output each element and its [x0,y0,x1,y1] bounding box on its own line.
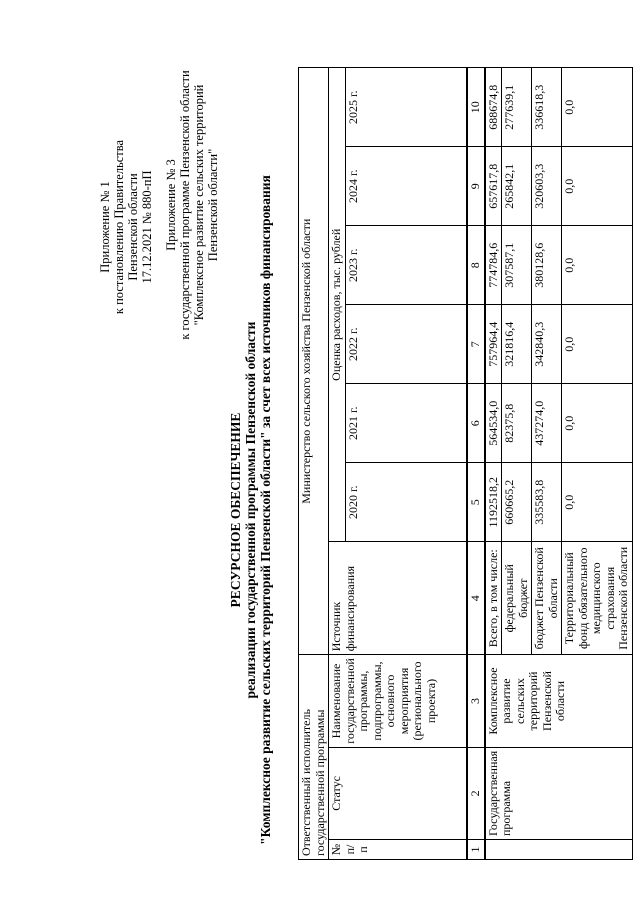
appendix-3-line: к государственной программе Пензенской области [178,70,192,340]
column-number: 10 [467,68,485,147]
column-number: 3 [467,655,485,748]
header-status: Статус [329,747,468,839]
value-cell: 277639,1 [502,68,532,147]
document-heading [228,160,273,860]
heading-subtitle: реализации государственной программы Пензенской области [243,321,258,699]
heading-subtitle: "Комплексное развитие сельских территорий Пензенской области" за счет всех источников финансирования [258,175,273,845]
source-label: федеральный бюджет [502,542,532,655]
resource-table [298,67,633,860]
row-number [485,840,633,860]
appendix-1-line: к постановлению Правительства [112,139,126,315]
appendix-1-line: 17.12.2021 № 880-пП [140,170,154,284]
value-cell: 437274,0 [532,384,562,463]
source-label: Территориальный фонд обязательного медицинского страхования Пензенской области [562,542,633,655]
appendix-3-note [164,10,220,400]
header-year: 2025 г. [345,68,467,147]
value-cell: 657617,8 [485,147,502,226]
table-row [329,68,346,860]
value-cell: 320603,3 [532,147,562,226]
value-cell: 265842,1 [502,147,532,226]
appendix-3-line: Пензенской области" [206,148,220,262]
value-cell: 564534,0 [485,384,502,463]
table-row [299,68,329,860]
source-label: бюджет Пензенской области [532,542,562,655]
value-cell: 688674,8 [485,68,502,147]
responsible-label-cell: Ответственный исполнитель государственной программы [299,655,329,860]
value-cell: 307587,1 [502,226,532,305]
column-number: 5 [467,463,485,542]
value-cell: 380128,6 [532,226,562,305]
header-year: 2021 г. [345,384,467,463]
header-no: № п/п [329,840,468,860]
value-cell: 0,0 [562,68,633,147]
value-cell: 0,0 [562,147,633,226]
value-cell: 321816,4 [502,305,532,384]
column-number: 6 [467,384,485,463]
column-number: 7 [467,305,485,384]
value-cell: 342840,3 [532,305,562,384]
header-year: 2020 г. [345,463,467,542]
appendix-3-line: Приложение № 3 [164,159,178,251]
appendix-3-line: "Комплексное развитие сельских территорий [192,84,206,326]
value-cell: 774784,6 [485,226,502,305]
header-source: Источник финансирования [329,542,468,655]
value-cell: 660665,2 [502,463,532,542]
appendix-1-note [98,97,154,357]
value-cell: 0,0 [562,463,633,542]
appendix-1-line: Пензенской области [126,173,140,281]
value-cell: 335583,8 [532,463,562,542]
value-cell: 1192518,2 [485,463,502,542]
header-estimate: Оценка расходов, тыс. рублей [329,68,346,542]
appendix-1-line: Приложение № 1 [98,181,112,273]
column-number: 9 [467,147,485,226]
value-cell: 336618,3 [532,68,562,147]
column-number: 2 [467,747,485,839]
table-row [467,68,485,860]
value-cell: 82375,8 [502,384,532,463]
header-year: 2024 г. [345,147,467,226]
source-label: Всего, в том числе: [485,542,502,655]
header-name: Наименование государственной программы, подпрограммы, основного мероприятия (регионального проекта) [329,655,468,748]
row-program-name: Комплексное развитие сельских территорий Пензенской области [485,655,633,748]
column-number: 4 [467,542,485,655]
value-cell: 0,0 [562,226,633,305]
column-number: 8 [467,226,485,305]
value-cell: 0,0 [562,384,633,463]
table-row [485,68,502,860]
column-number: 1 [467,840,485,860]
heading-title: РЕСУРСНОЕ ОБЕСПЕЧЕНИЕ [228,412,243,608]
header-year: 2022 г. [345,305,467,384]
header-year: 2023 г. [345,226,467,305]
value-cell: 0,0 [562,305,633,384]
row-status: Государственная программа [485,747,633,839]
responsible-value-cell: Министерство сельского хозяйства Пензенской области [299,68,329,655]
value-cell: 757964,4 [485,305,502,384]
